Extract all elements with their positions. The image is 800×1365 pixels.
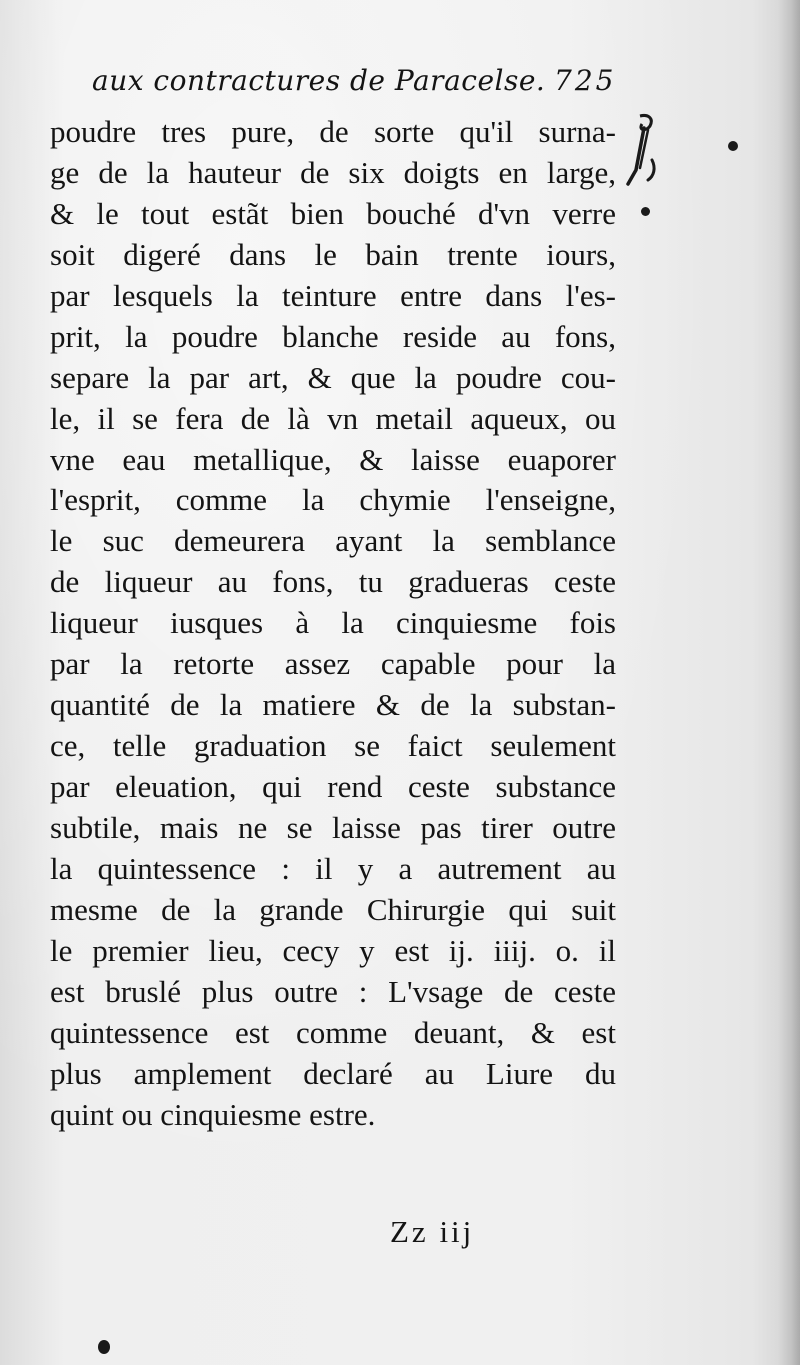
text-line: par la retorte assez capable pour la bbox=[50, 646, 616, 682]
page-edge-shadow bbox=[778, 0, 800, 1365]
text-line: quint ou cinquiesme estre. bbox=[50, 1096, 376, 1132]
text-line: vne eau metallique, & laisse euaporer bbox=[50, 441, 616, 477]
ink-spot bbox=[98, 1340, 110, 1354]
text-line: subtile, mais ne se laisse pas tirer outre bbox=[50, 809, 616, 845]
text-line: par lesquels la teinture entre dans l'es- bbox=[50, 277, 616, 313]
text-line: mesme de la grande Chirurgie qui suit bbox=[50, 891, 616, 927]
text-line: le, il se fera de là vn metail aqueux, ou bbox=[50, 400, 616, 436]
text-line: la quintessence : il y a autrement au bbox=[50, 850, 616, 886]
page-header bbox=[92, 60, 632, 108]
text-line: quantité de la matiere & de la substan- bbox=[50, 687, 616, 723]
ink-spot bbox=[641, 207, 650, 216]
text-line: est bruslé plus outre : L'vsage de ceste bbox=[50, 973, 616, 1009]
signature-mark: Zz iij bbox=[390, 1214, 475, 1249]
text-line: plus amplement declaré au Liure du bbox=[50, 1055, 616, 1091]
text-line: & le tout estãt bien bouché d'vn verre bbox=[50, 195, 616, 231]
ink-spot bbox=[728, 141, 738, 151]
body-text bbox=[50, 112, 616, 1135]
text-line: ce, telle graduation se faict seulement bbox=[50, 728, 616, 764]
text-line: separe la par art, & que la poudre cou- bbox=[50, 359, 616, 395]
page-number: 725 bbox=[554, 64, 617, 97]
running-head: aux contractures de Paracelse. bbox=[92, 64, 546, 97]
text-line: de liqueur au fons, tu gradueras ceste bbox=[50, 564, 616, 600]
text-line: le premier lieu, cecy y est ij. iiij. o. il bbox=[50, 932, 616, 968]
text-line: quintessence est comme deuant, & est bbox=[50, 1014, 616, 1050]
text-line: soit digeré dans le bain trente iours, bbox=[50, 236, 616, 272]
text-line: prit, la poudre blanche reside au fons, bbox=[50, 318, 616, 354]
text-line: l'esprit, comme la chymie l'enseigne, bbox=[50, 482, 616, 518]
text-line: le suc demeurera ayant la semblance bbox=[50, 523, 616, 559]
text-line: liqueur iusques à la cinquiesme fois bbox=[50, 605, 616, 641]
text-line: par eleuation, qui rend ceste substance bbox=[50, 769, 616, 804]
text-line: poudre tres pure, de sorte qu'il surna- bbox=[50, 114, 616, 149]
text-line: ge de la hauteur de six doigts en large, bbox=[50, 154, 616, 190]
marginal-ink-mark bbox=[618, 110, 658, 190]
